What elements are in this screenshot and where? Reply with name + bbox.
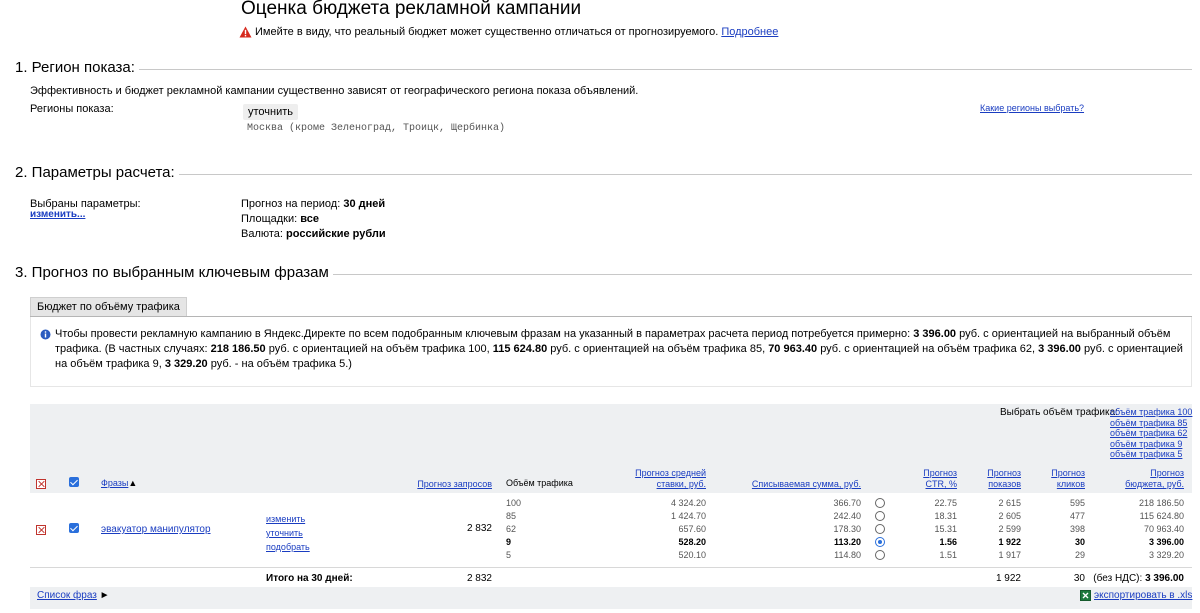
ctr-column — [910, 497, 957, 562]
volume-cell: 5 — [506, 550, 512, 560]
shows-cell: 2 605 — [998, 511, 1021, 521]
warning-text: Имейте в виду, что реальный бюджет может существенно отличаться от прогнозируемого. — [255, 26, 719, 38]
info-text-part: руб. с ориентацией на объём трафика 62, — [820, 343, 1036, 355]
volume-cell: 85 — [506, 511, 517, 521]
info-value-85: 115 624.80 — [492, 343, 548, 355]
table-footer — [30, 587, 1192, 609]
phrase-list-link[interactable]: Список фраз — [37, 590, 97, 601]
volume-link-85[interactable]: объём трафика 85 — [1110, 417, 1188, 428]
totals-budget-label: (без НДС): — [1093, 573, 1143, 584]
volume-header: Объём трафика — [506, 478, 573, 488]
ctr-cell: 18.31 — [934, 511, 957, 521]
budget-cell: 3 396.00 — [1148, 537, 1184, 547]
clicks-cell: 29 — [1074, 550, 1085, 560]
budget-cell: 115 624.80 — [1139, 511, 1184, 521]
bid-cell: 1 424.70 — [670, 511, 706, 521]
section-divider — [15, 69, 1192, 70]
period-line — [241, 198, 385, 210]
ctr-header-line[interactable]: Прогноз — [923, 468, 957, 478]
refine-phrase-link[interactable]: уточнить — [266, 528, 303, 538]
phrase-checkbox[interactable] — [69, 523, 79, 533]
budget-header[interactable] — [1100, 468, 1184, 490]
export-xls[interactable] — [1080, 590, 1192, 601]
clicks-column — [1040, 497, 1085, 562]
platforms-line — [241, 213, 319, 225]
shows-header-line[interactable]: Прогноз — [987, 468, 1021, 478]
totals-requests: 2 832 — [466, 573, 492, 584]
row-divider — [30, 567, 1192, 568]
edit-phrase-link[interactable]: изменить — [266, 514, 306, 524]
budget-cell: 3 329.20 — [1148, 550, 1184, 560]
currency-value: российские рубли — [286, 228, 386, 240]
clicks-header[interactable] — [1040, 468, 1085, 490]
period-label: Прогноз на период: — [241, 198, 341, 210]
charged-cell: 366.70 — [833, 498, 861, 508]
selected-regions: Москва (кроме Зеленоград, Троицк, Щербинка) — [247, 123, 506, 134]
info-text-part: руб. - на объём трафика 5.) — [210, 358, 352, 370]
ctr-cell: 22.75 — [934, 498, 957, 508]
bid-column — [600, 497, 706, 562]
shows-cell: 1 922 — [998, 537, 1021, 547]
info-value-9: 3 396.00 — [1038, 343, 1081, 355]
totals-clicks: 30 — [1073, 573, 1085, 584]
volume-radio[interactable] — [875, 550, 885, 560]
change-params-link[interactable]: изменить... — [30, 209, 86, 220]
charged-cell: 113.20 — [833, 537, 861, 547]
currency-line — [241, 228, 386, 240]
budget-cell: 70 963.40 — [1143, 524, 1184, 534]
avg-bid-header-line[interactable]: ставки, руб. — [656, 479, 706, 489]
excel-icon — [1080, 590, 1091, 601]
volume-radio[interactable] — [875, 537, 885, 547]
clicks-header-line[interactable]: Прогноз — [1051, 468, 1085, 478]
ctr-header-line[interactable]: CTR, % — [925, 479, 957, 489]
info-text-part: Чтобы провести рекламную кампанию в Яндекс.Директе по всем подобранным ключевым фразам на указанный в параметрах расчета период потребуется примерно: — [55, 328, 911, 340]
platforms-value: все — [300, 213, 319, 225]
charged-header[interactable]: Списываемая сумма, руб. — [751, 479, 861, 489]
radio-column — [875, 497, 895, 560]
avg-bid-header-line[interactable]: Прогноз средней — [635, 468, 706, 478]
currency-label: Валюта: — [241, 228, 283, 240]
sort-asc-icon: ▲ — [128, 478, 138, 488]
info-icon — [40, 329, 51, 340]
ctr-cell: 1.56 — [939, 537, 957, 547]
shows-cell: 1 917 — [998, 550, 1021, 560]
shows-column — [975, 497, 1021, 562]
info-text-part: руб. с ориентацией на объём трафика 85, — [550, 343, 766, 355]
info-value-5: 3 329.20 — [164, 358, 208, 370]
page-title: Оценка бюджета рекламной кампании — [241, 0, 582, 19]
phrases-sort-link[interactable]: Фразы — [101, 478, 129, 488]
delete-phrase-checkbox[interactable] — [36, 525, 46, 535]
shows-header[interactable] — [975, 468, 1021, 490]
export-link[interactable]: экспортировать в .xls — [1094, 590, 1193, 601]
charged-cell: 114.80 — [834, 550, 861, 560]
refine-region-button[interactable]: уточнить — [243, 104, 298, 120]
volume-select-label: Выбрать объём трафика: — [1000, 407, 1118, 418]
select-all-checkbox[interactable] — [69, 477, 79, 487]
volume-radio[interactable] — [875, 524, 885, 534]
requests-header[interactable]: Прогноз запросов — [417, 479, 492, 489]
ctr-header[interactable] — [910, 468, 957, 490]
budget-header-line[interactable]: бюджета, руб. — [1125, 479, 1184, 489]
tab-budget-by-traffic[interactable]: Бюджет по объёму трафика — [30, 297, 187, 316]
region-label: Регионы показа: — [30, 103, 114, 115]
clicks-cell: 477 — [1069, 511, 1085, 521]
totals-label: Итого на 30 дней: — [266, 573, 353, 584]
pick-phrases-link[interactable]: подобрать — [266, 542, 310, 552]
delete-all-checkbox[interactable] — [36, 479, 46, 489]
charged-column — [760, 497, 861, 562]
volume-column — [506, 497, 546, 562]
period-value: 30 дней — [343, 198, 386, 210]
section-divider — [15, 174, 1192, 175]
volume-radio[interactable] — [875, 498, 885, 508]
more-info-link[interactable]: Подробнее — [721, 26, 779, 38]
shows-cell: 2 599 — [998, 524, 1021, 534]
phrase-actions — [266, 512, 310, 554]
info-value-100: 218 186.50 — [210, 343, 266, 355]
shows-cell: 2 615 — [998, 498, 1021, 508]
avg-bid-header[interactable] — [600, 468, 706, 490]
clicks-cell: 595 — [1069, 498, 1085, 508]
clicks-cell: 30 — [1074, 537, 1085, 547]
volume-link-62[interactable]: объём трафика 62 — [1110, 428, 1188, 438]
phrase-list-toggle[interactable] — [37, 590, 110, 601]
info-text-part: руб. с ориентацией на объём трафика 100, — [268, 343, 490, 355]
budget-cell: 218 186.50 — [1138, 498, 1184, 508]
volume-link-5[interactable]: объём трафика 5 — [1110, 449, 1183, 459]
volume-cell: 62 — [506, 524, 517, 534]
totals-budget — [1092, 573, 1184, 584]
volume-link-100[interactable]: объём трафика 100 — [1110, 407, 1193, 417]
phrase-link[interactable]: эвакуатор манипулятор — [101, 524, 211, 535]
ctr-cell: 1.51 — [939, 550, 957, 560]
totals-budget-value: 3 396.00 — [1145, 573, 1184, 584]
bid-cell: 657.60 — [678, 524, 706, 534]
clicks-cell: 398 — [1069, 524, 1085, 534]
clicks-header-line[interactable]: кликов — [1056, 479, 1085, 489]
phrases-header[interactable] — [101, 478, 137, 488]
info-value-62: 70 963.40 — [768, 343, 818, 355]
forecast-heading: 3. Прогноз по выбранным ключевым фразам — [15, 264, 333, 281]
volume-cell: 100 — [506, 498, 522, 508]
warning-icon — [239, 26, 252, 38]
params-heading: 2. Параметры расчета: — [15, 164, 179, 181]
bid-cell: 4 324.20 — [670, 498, 706, 508]
totals-shows: 1 922 — [995, 573, 1021, 584]
bid-cell: 528.20 — [678, 537, 706, 547]
which-regions-link[interactable]: Какие регионы выбрать? — [980, 103, 1085, 113]
bid-cell: 520.10 — [678, 550, 706, 560]
params-label: Выбраны параметры: — [30, 198, 141, 210]
platforms-label: Площадки: — [241, 213, 298, 225]
charged-cell: 178.30 — [833, 524, 861, 534]
volume-radio[interactable] — [875, 511, 885, 521]
expand-arrow-icon: ► — [99, 590, 110, 601]
ctr-cell: 15.31 — [934, 524, 957, 534]
region-heading: 1. Регион показа: — [15, 59, 139, 76]
info-text-part: руб. с ориентацией на выбранный объём трафика. (В частных случаях: — [55, 328, 1171, 355]
budget-header-line[interactable]: Прогноз — [1150, 468, 1184, 478]
volume-link-9[interactable]: объём трафика 9 — [1110, 438, 1183, 449]
charged-cell: 242.40 — [833, 511, 861, 521]
info-text-part: руб. с ориентацией на объём трафика 9, — [55, 343, 1183, 370]
info-total-value: 3 396.00 — [913, 328, 957, 340]
budget-column — [1100, 497, 1184, 562]
warning-line — [239, 26, 778, 38]
volume-cell: 9 — [506, 537, 512, 547]
shows-header-line[interactable]: показов — [988, 479, 1021, 489]
volume-links — [1110, 407, 1192, 460]
requests-value: 2 832 — [466, 523, 492, 534]
info-text — [55, 327, 1185, 372]
region-description: Эффективность и бюджет рекламной кампании существенно зависят от географического региона показа объявлений. — [30, 85, 639, 97]
